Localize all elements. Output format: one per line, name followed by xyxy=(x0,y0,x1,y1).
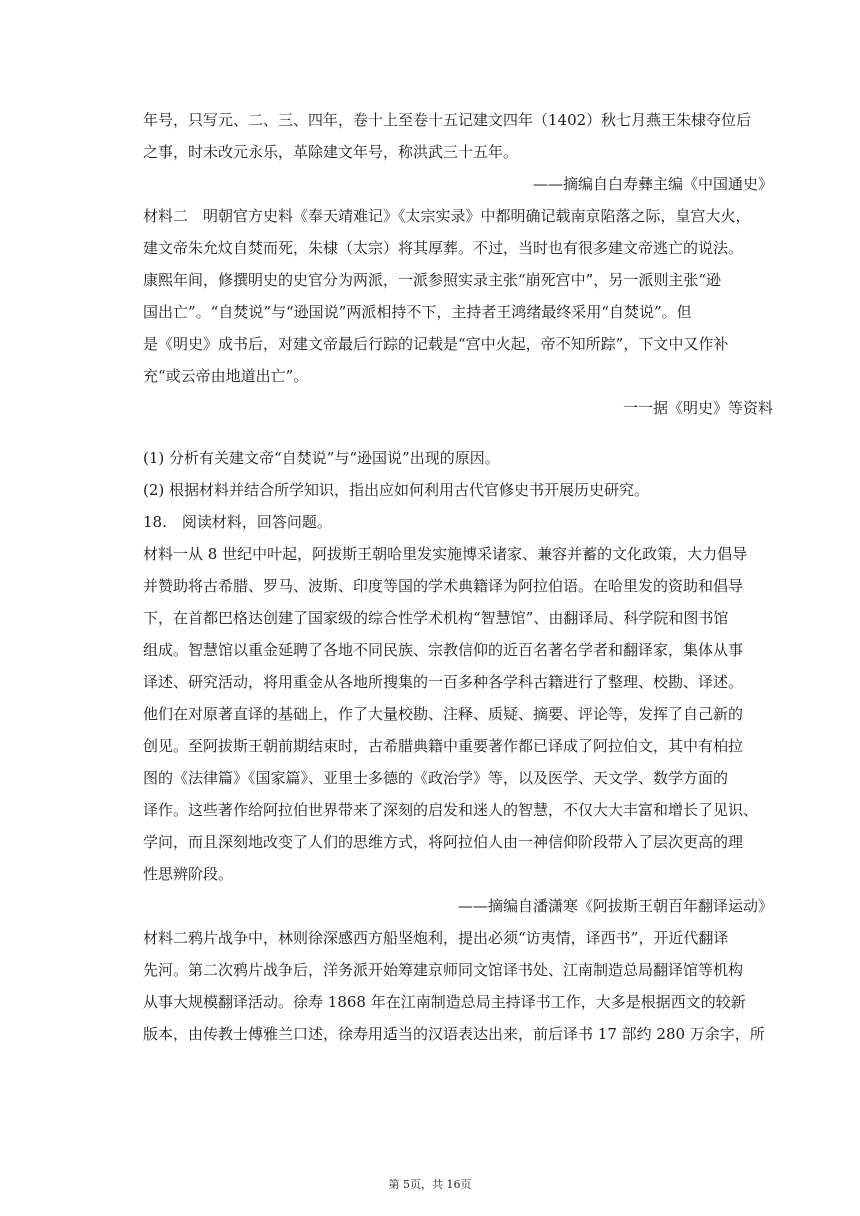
question-list xyxy=(143,442,773,506)
source-citation: ——摘编自白寿彝主编《中国通史》 xyxy=(532,175,773,193)
text-line: 并赞助将古希腊、罗马、波斯、印度等国的学术典籍译为阿拉伯语。在哈里发的资助和倡导 xyxy=(143,577,744,595)
text-line: 译述、研究活动，将用重金从各地所搜集的一百多种各学科古籍进行了整理、校勘、译述。 xyxy=(143,673,744,691)
text-line: 年号，只写元、二、三、四年，卷十上至卷十五记建文四年（1402）秋七月燕王朱棣夺位后 xyxy=(143,111,752,129)
material-one-paragraph xyxy=(143,538,773,890)
text-line: 图的《法律篇》《国家篇》、亚里士多德的《政治学》等，以及医学、天文学、数学方面的 xyxy=(143,769,729,787)
question-item: (1) 分析有关建文帝“自焚说”与“逊国说”出现的原因。 xyxy=(143,449,500,467)
question-item: (2) 根据材料并结合所学知识，指出应如何利用古代官修史书开展历史研究。 xyxy=(143,481,650,499)
text-line: 之事，时未改元永乐，革除建文年号，称洪武三十五年。 xyxy=(143,143,519,161)
text-line: 是《明史》成书后，对建文帝最后行踪的记载是“宫中火起，帝不知所踪”，下文中又作补 xyxy=(143,335,729,353)
spacer xyxy=(143,424,773,442)
source-citation: 一一据《明史》等资料 xyxy=(622,399,773,417)
text-line: 国出亡”。“自焚说”与“逊国说”两派相持不下，主持者王鸿绪最终采用“自焚说”。但 xyxy=(143,303,692,321)
text-line: 译作。这些著作给阿拉伯世界带来了深刻的启发和迷人的智慧，不仅大大丰富和增长了见识、 xyxy=(143,801,759,819)
source-citation: ——摘编自潘潇寒《阿拔斯王朝百年翻译运动》 xyxy=(457,897,773,915)
text-line: 从事大规模翻译活动。徐寿 1868 年在江南制造总局主持译书工作，大多是根据西文的较新 xyxy=(143,993,746,1011)
text-line: 性思辨阶段。 xyxy=(143,865,234,883)
text-line: 先河。第二次鸦片战争后，洋务派开始筹建京师同文馆译书处、江南制造总局翻译馆等机构 xyxy=(143,961,744,979)
text-line: 版本，由传教士傅雅兰口述，徐寿用适当的汉语表达出来，前后译书 17 部约 280 万余字，所 xyxy=(143,1025,765,1043)
intro-paragraph xyxy=(143,104,773,168)
text-line: 学问，而且深刻地改变了人们的思维方式，将阿拉伯人由一神信仰阶段带入了层次更高的理 xyxy=(143,833,744,851)
text-line: 康熙年间，修撰明史的史官分为两派，一派参照实录主张“崩死宫中”，另一派则主张“逊 xyxy=(143,271,722,289)
text-line: 充“或云帝由地道出亡”。 xyxy=(143,367,309,385)
text-line: 材料一从 8 世纪中叶起，阿拔斯王朝哈里发实施博采诸家、兼容并蓄的文化政策，大力倡导 xyxy=(143,545,748,563)
text-line: 他们在对原著直译的基础上，作了大量校勘、注释、质疑、摘要、评论等，发挥了自己新的 xyxy=(143,705,744,723)
text-line: 下，在首都巴格达创建了国家级的综合性学术机构“智慧馆”、由翻译局、科学院和图书馆 xyxy=(143,609,729,627)
text-line: 创见。至阿拔斯王朝前期结束时，古希腊典籍中重要著作都已译成了阿拉伯文，其中有柏拉 xyxy=(143,737,744,755)
text-line: 建文帝朱允炆自焚而死，朱棣（太宗）将其厚葬。不过，当时也有很多建文帝逃亡的说法。 xyxy=(143,239,744,257)
material-two-paragraph xyxy=(143,200,773,392)
page-content xyxy=(143,104,773,1050)
page-footer: 第 5页，共 16页 xyxy=(388,1178,472,1191)
material-two-b-paragraph xyxy=(143,922,773,1050)
text-line: 材料二 明朝官方史料《奉天靖难记》《太宗实录》中都明确记载南京陷落之际，皇宫大火， xyxy=(143,207,751,225)
text-line: 材料二鸦片战争中，林则徐深感西方船坚炮利，提出必须“访夷情，译西书”，开近代翻译 xyxy=(143,929,729,947)
question-18-heading: 18. 阅读材料，回答问题。 xyxy=(143,513,332,531)
text-line: 组成。智慧馆以重金延聘了各地不同民族、宗教信仰的近百名著名学者和翻译家，集体从事 xyxy=(143,641,744,659)
